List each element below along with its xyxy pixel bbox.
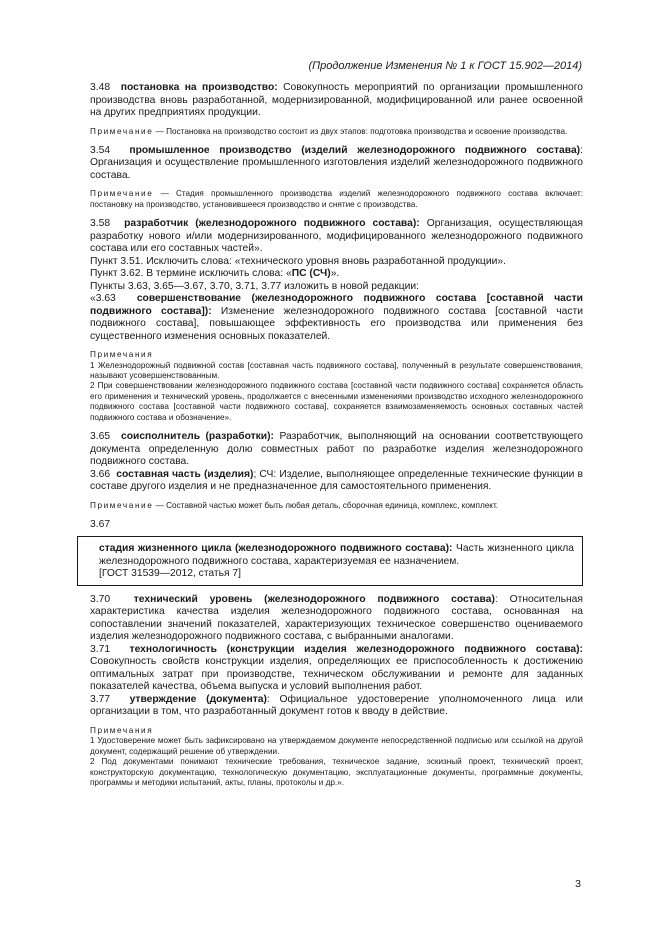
term: соисполнитель (разработки): <box>120 431 274 443</box>
note: Примечание — Постановка на производство состоит из двух этапов: подготовка производства и освоение производства. <box>90 126 568 136</box>
clause-3-48: 3.48 постановка на производство: Совокупность мероприятий по организации промышленного производства вновь разработанной, модернизированной, модифицированной или ранее освоенной на других предприятиях продукции. <box>90 82 583 118</box>
definition: Разработчик, выполняющий на основании соответствующего документа определенную долю совместных работ по разработке изделия железнодорожного подвижного состава. <box>90 431 583 468</box>
definition: Часть жизненного цикла железнодорожного подвижного состава, характеризуемая ее назначением. <box>99 543 574 567</box>
quoted-definition-box <box>77 536 583 586</box>
term: утверждение (документа) <box>129 693 267 705</box>
definition: ; СЧ: Изделие, выполняющее определенные технические функции в составе другого изделия и не предназначенное для самостоятельного применения. <box>90 468 583 493</box>
clause-3-67-number: 3.67 <box>90 518 111 530</box>
term: разработчик (железнодорожного подвижного состава): <box>124 218 420 230</box>
note-item: 1 Железнодорожный подвижной состав [составная часть подвижного состава], полученный в результате совершенствования, называют усовершенствованным. <box>90 360 583 381</box>
definition: Совокупность мероприятий по организации промышленного производства вновь разработанной, модернизированной, модифицированной или ранее освоенной на других предприятиях продукции. <box>90 82 583 118</box>
definition: : Организация и осуществление промышленного изготовления изделий железнодорожного подвижного состава. <box>90 144 583 181</box>
notes-heading: Примечания <box>90 725 154 735</box>
term: технический уровень (железнодорожного подвижного состава) <box>133 593 495 605</box>
note-item: 2 При совершенствовании железнодорожного подвижного состава [составной части подвижного состава] сохраняется область его применения и технический уровень, продолжается с внесенными изменениями производство исходного железнодорожного подвижного состава [составной части подвижного состава], сохраняется взаимозаменяемость основных составных частей подвижного состава и обозначение». <box>90 381 583 422</box>
source-reference: [ГОСТ 31539—2012, статья 7] <box>99 568 242 580</box>
term: совершенствование (железнодорожного подвижного состава [составной части подвижного состава]): <box>90 293 583 317</box>
clause-3-71: 3.71 технологичность (конструкции изделия железнодорожного подвижного состава): Совокупность свойств конструкции изделия, определяющих ее приспособленность к достижению оптимальных затрат при производстве, техническом обслуживании и ремонте для заданных показателей качества, объема выпуска и условий выполнения работ. <box>90 643 583 693</box>
page-header: (Продолжение Изменения № 1 к ГОСТ 15.902—2014) <box>308 60 582 72</box>
clause-3-65: 3.65 соисполнитель (разработки): Разработчик, выполняющий на основании соответствующего документа определенную долю совместных работ по разработке изделия железнодорожного подвижного состава. <box>90 431 583 468</box>
clause-3-54: 3.54 промышленное производство (изделий железнодорожного подвижного состава): Организация и осуществление промышленного изготовления изделий железнодорожного подвижного состава. <box>90 144 583 181</box>
instruction-3-62: Пункт 3.62. В термине исключить слова: «ПС (СЧ)». <box>90 268 340 280</box>
clause-3-58: 3.58 разработчик (железнодорожного подвижного состава): Организация, осуществляющая разработку нового и/или модернизированного, модифицированного железнодорожного подвижного состава или его составных частей». <box>90 218 583 255</box>
term: стадия жизненного цикла (железнодорожного подвижного состава): <box>99 543 453 555</box>
term: постановка на производство: <box>120 82 278 93</box>
note-item: 1 Удостоверение может быть зафиксировано на утверждаемом документе непосредственной подписью или ссылкой на другой документ, содержащий решение об утверждении. <box>90 736 583 756</box>
term: промышленное производство (изделий железнодорожного подвижного состава) <box>129 144 581 156</box>
term: составная часть (изделия) <box>116 468 254 480</box>
clause-3-63: «3.63 совершенствование (железнодорожного подвижного состава [составной части подвижного состава]): Изменение железнодорожного подвижного состава [составной части подвижного состава], повышающее эффективность его производства или применения без существенного изменения основных показателей. <box>90 293 583 342</box>
clause-3-67 <box>86 543 574 568</box>
note-item: 2 Под документами понимают технические требования, техническое задание, эскизный проект, технический проект, конструкторскую документацию, технологическую документацию, эксплуатационные документы, программные документы, программы и методики испытаний, акты, планы, протоколы и др.». <box>90 757 583 787</box>
instruction-3-51: Пункт 3.51. Исключить слова: «технического уровня вновь разработанной продукции». <box>90 255 506 267</box>
clause-3-77: 3.77 утверждение (документа): Официальное удостоверение уполномоченного лица или организации в том, что разработанный документ готов к вводу в действие. <box>90 693 583 718</box>
definition: Совокупность свойств конструкции изделия, определяющих ее приспособленность к достижению оптимальных затрат при производстве, техническом обслуживании и ремонте для заданных показателей качества, объема выпуска и условий выполнения работ. <box>90 656 583 693</box>
note: Примечание — Стадия промышленного производства изделий железнодорожного подвижного состава включает: постановку на производство, установившееся производство и снятие с производства. <box>90 189 583 209</box>
note: Примечание — Составной частью может быть любая деталь, сборочная единица, комплекс, комплект. <box>90 500 499 510</box>
term: технологичность (конструкции изделия железнодорожного подвижного состава): <box>129 643 583 655</box>
definition: : Официальное удостоверение уполномоченного лица или организации в том, что разработанный документ готов к вводу в действие. <box>90 693 583 718</box>
definition: Организация, осуществляющая разработку нового и/или модернизированного, модифицированного железнодорожного подвижного состава или его составных частей». <box>90 218 583 255</box>
page-number: 3 <box>575 878 581 890</box>
definition: : Относительная характеристика качества изделия железнодорожного подвижного состава, основанная на сопоставлении значений показателей, характеризующих техническое совершенство оцениваемого изделия железнодорожного подвижного состава, с выбранными аналогами. <box>90 593 583 643</box>
clause-3-66: 3.66 составная часть (изделия); СЧ: Изделие, выполняющее определенные технические функции в составе другого изделия и не предназначенное для самостоятельного применения. <box>90 468 583 493</box>
clause-3-70: 3.70 технический уровень (железнодорожного подвижного состава): Относительная характеристика качества изделия железнодорожного подвижного состава, основанная на сопоставлении значений показателей, характеризующих техническое совершенство оцениваемого изделия железнодорожного подвижного состава, с выбранными аналогами. <box>90 593 583 643</box>
definition: Изменение железнодорожного подвижного состава [составной части подвижного состава], повышающее эффективность его производства или применения без существенного изменения основных показателей. <box>90 305 583 342</box>
document-body <box>77 82 583 788</box>
notes-heading: Примечания <box>90 350 154 360</box>
instruction-new-edition: Пункты 3.63, 3.65—3.67, 3.70, 3.71, 3.77 изложить в новой редакции: <box>90 280 419 292</box>
